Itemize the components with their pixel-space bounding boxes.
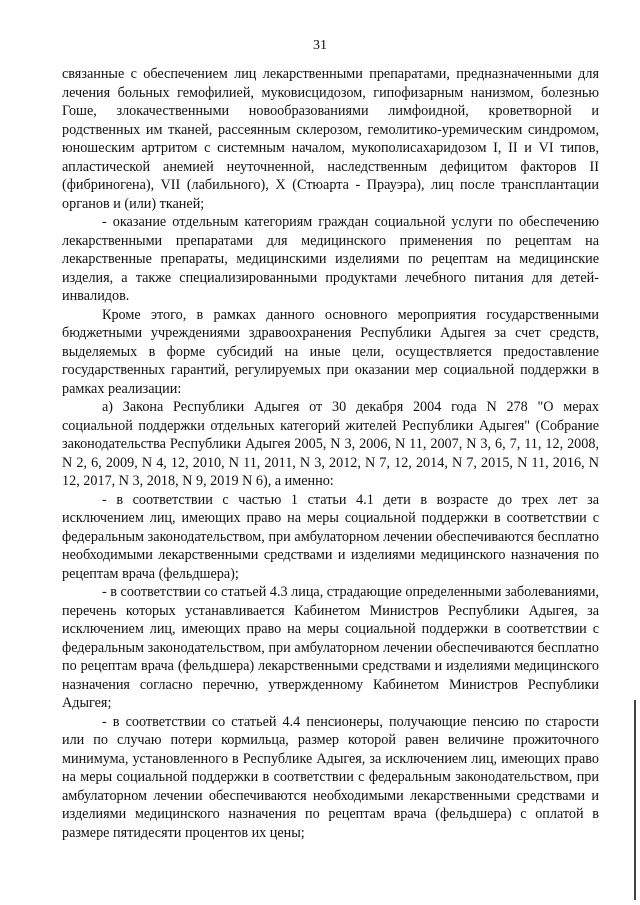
- paragraph-article-4-3: - в соответствии со статьей 4.3 лица, страдающие определенными заболеваниями, перечень которых устанавливается Кабинетом Министров Республики Адыгея, за исключением лиц, имеющих право на меры социальной поддержки в соответствии с федеральным законодательством, при амбулаторном лечении обеспечиваются бесплатно по рецептам врача (фельдшера) лекарственными средствами и изделиями медицинского назначения согласно перечню, утвержденному Кабинетом Министров Республики Адыгея;: [62, 584, 600, 711]
- scan-edge-mark: [634, 700, 636, 900]
- paragraph-article-4-1: - в соответствии с частью 1 статьи 4.1 дети в возрасте до трех лет за исключением лиц, имеющих право на меры социальной поддержки в соответствии с федеральным законодательством, при амбулаторном лечении обеспечиваются бесплатно необходимыми лекарственными средствами и изделиями медицинского назначения по рецептам врача (фельдшера);: [62, 491, 599, 582]
- paragraph-subsidies: Кроме этого, в рамках данного основного мероприятия государственными бюджетными учреждениями здравоохранения Республики Адыгея за счет средств, выделяемых в форме субсидий на иные цели, осуществляется предоставление государственных гарантий, регулируемых при оказании мер социальной поддержки в рамках реализации:: [62, 306, 599, 397]
- paragraph-article-4-4: - в соответствии со статьей 4.4 пенсионеры, получающие пенсию по старости или по случаю потери кормильца, размер которой равен величине прожиточного минимума, установленного в Республике Адыгея, за исключением лиц, имеющих право на меры социальной поддержки в соответствии с федеральным законодательством, при амбулаторном лечении обеспечиваются необходимыми лекарственными средствами и изделиями медицинского назначения по рецептам врача (фельдшера) с оплатой в размере пятидесяти процентов их цены;: [62, 713, 599, 841]
- paragraph-law-reference: а) Закона Республики Адыгея от 30 декабря 2004 года N 278 "О мерах социальной поддержки отдельных категорий жителей Республики Адыгея" (Собрание законодательства Республики Адыгея 2005, N 3, 2006, N 11, 2007, N 3, 6, 7, 11, 12, 2008, N 2, 6, 2009, N 4, 12, 2010, N 11, 2011, N 3, 2012, N 7, 12, 2014, N 7, 2015, N 11, 2016, N 12, 2017, N 3, 2018, N 9, 2019 N 6), а именно:: [62, 399, 599, 489]
- paragraph-continuation: связанные с обеспечением лиц лекарственными препаратами, предназначенными для лечения больных гемофилией, муковисцидозом, гипофизарным нанизмом, болезнью Гоше, злокачественными новообразованиями лимфоидной, кроветворной и родственных им тканей, рассеянным склерозом, гемолитико-уремическим синдромом, юношеским артритом с системным началом, мукополисахаридозом I, II и VI типов, апластической анемией неуточненной, наследственным дефицитом факторов II (фибриногена), VII (лабильного), X (Стюарта - Прауэра), лиц после трансплантации органов и (или) тканей;: [62, 66, 599, 212]
- document-body: [62, 65, 599, 842]
- paragraph-social-service: - оказание отдельным категориям граждан социальной услуги по обеспечению лекарственными препаратами для медицинского применения по рецептам на лекарственные препараты, медицинскими изделиями по рецептам на медицинские изделия, а также специализированными продуктами лечебного питания для детей-инвалидов.: [62, 214, 599, 304]
- page-number: 31: [313, 38, 327, 53]
